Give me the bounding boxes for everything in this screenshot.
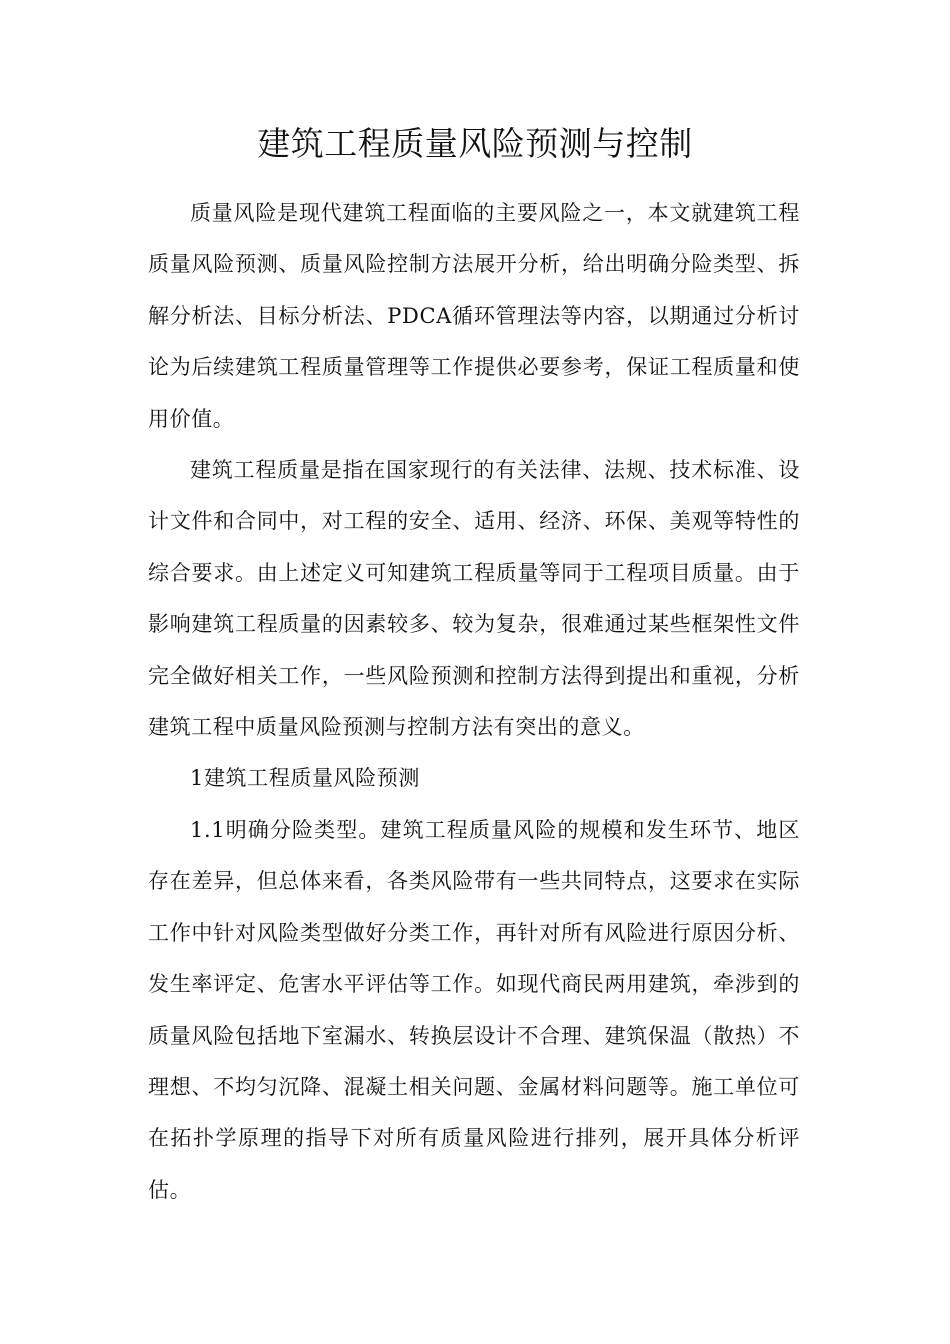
paragraph-section-1-1: 1.1明确分险类型。建筑工程质量风险的规模和发生环节、地区存在差异，但总体来看，各类风险带有一些共同特点，这要求在实际工作中针对风险类型做好分类工作，再针对所有风险进行原因分析、发生率评定、危害水平评估等工作。如现代商民两用建筑，牵涉到的质量风险包括地下室漏水、转换层设计不合理、建筑保温（散热）不理想、不均匀沉降、混凝土相关问题、金属材料问题等。施工单位可在拓扑学原理的指导下对所有质量风险进行排列，展开具体分析评估。 <box>148 817 800 1202</box>
paragraph-intro: 质量风险是现代建筑工程面临的主要风险之一，本文就建筑工程质量风险预测、质量风险控制方法展开分析，给出明确分险类型、拆解分析法、目标分析法、PDCA循环管理法等内容，以期通过分析讨论为后续建筑工程质量管理等工作提供必要参考，保证工程质量和使用价值。 <box>148 201 800 431</box>
document-title: 建筑工程质量风险预测与控制 <box>257 124 693 163</box>
paragraph-definition: 建筑工程质量是指在国家现行的有关法律、法规、技术标准、设计文件和合同中，对工程的安全、适用、经济、环保、美观等特性的综合要求。由上述定义可知建筑工程质量等同于工程项目质量。由于影响建筑工程质量的因素较多、较为复杂，很难通过某些框架性文件完全做好相关工作，一些风险预测和控制方法得到提出和重视，分析建筑工程中质量风险预测与控制方法有突出的意义。 <box>148 458 800 740</box>
document-body <box>148 188 800 1216</box>
section-heading-1: 1建筑工程质量风险预测 <box>190 766 420 791</box>
